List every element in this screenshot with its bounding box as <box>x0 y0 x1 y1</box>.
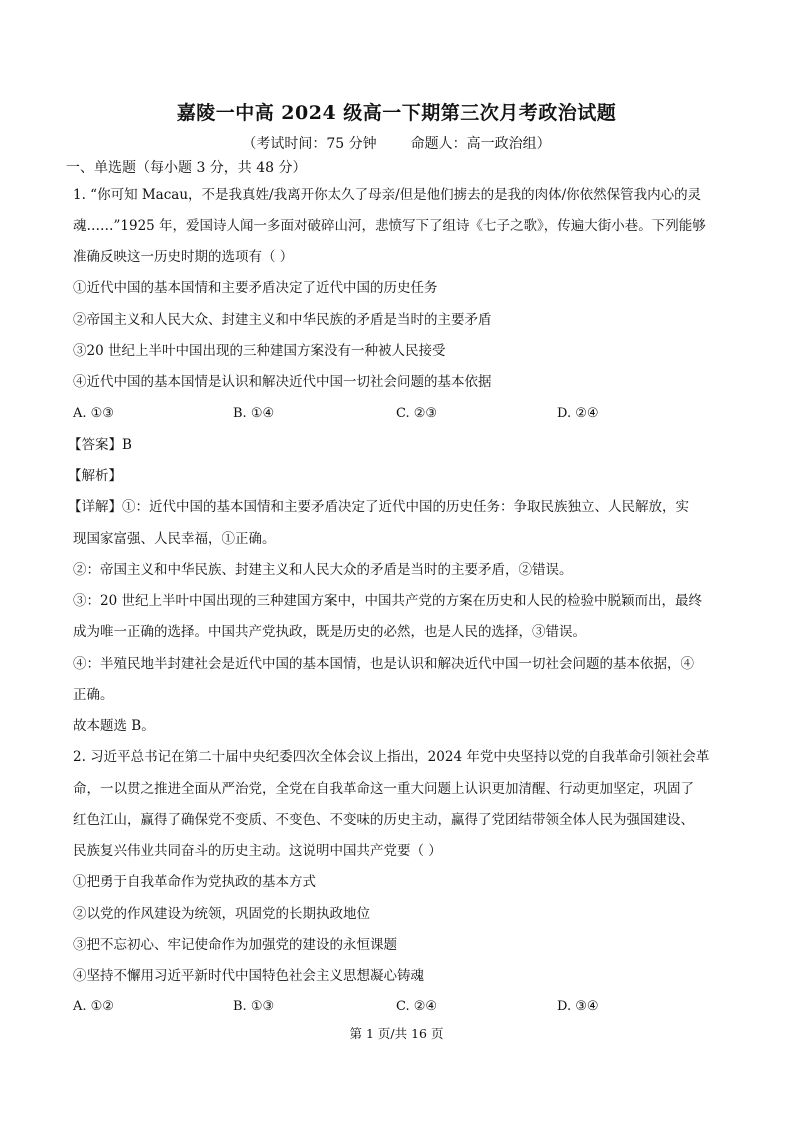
q1-answer: 【答案】B <box>68 437 132 453</box>
q1-analysis-line: ④：半殖民地半封建社会是近代中国的基本国情，也是认识和解决近代中国一切社会问题的基本依据，④ <box>73 656 694 672</box>
q2-option-b: B. ①③ <box>233 999 275 1014</box>
q2-statement: ①把勇于自我革命作为党执政的基本方式 <box>73 874 316 890</box>
q1-analysis-line: ②：帝国主义和中华民族、封建主义和人民大众的矛盾是当时的主要矛盾，②错误。 <box>73 562 573 578</box>
q2-statement: ④坚持不懈用习近平新时代中国特色社会主义思想凝心铸魂 <box>73 968 424 984</box>
exam-title: 嘉陵一中高 2024 级高一下期第三次月考政治试题 <box>176 102 617 124</box>
q1-analysis-line: 现国家富强、人民幸福，①正确。 <box>73 531 276 547</box>
q1-analysis-line: 正确。 <box>73 687 114 703</box>
q2-statement: ②以党的作风建设为统领，巩固党的长期执政地位 <box>73 906 370 922</box>
q1-statement: ②帝国主义和人民大众、封建主义和中华民族的矛盾是当时的主要矛盾 <box>73 312 492 328</box>
q2-option-c: C. ②④ <box>396 999 438 1014</box>
q1-statement: ③20 世纪上半叶中国出现的三种建国方案没有一种被人民接受 <box>73 343 446 359</box>
q1-option-a: A. ①③ <box>73 406 114 421</box>
q1-stem-line: 准确反映这一历史时期的选项有（ ） <box>73 249 294 265</box>
q1-stem-line: 1. “你可知 Macau，不是我真姓/我离开你太久了母亲/但是他们掳去的是我的肉体/你依然保管我内心的灵 <box>73 187 702 203</box>
q2-stem-line: 民族复兴伟业共同奋斗的历史主动。这说明中国共产党要（ ） <box>73 843 442 859</box>
q2-option-a: A. ①② <box>73 999 114 1014</box>
q1-statement: ①近代中国的基本国情和主要矛盾决定了近代中国的历史任务 <box>73 280 438 296</box>
q1-statement: ④近代中国的基本国情是认识和解决近代中国一切社会问题的基本依据 <box>73 374 492 390</box>
section-heading: 一、单选题（每小题 3 分，共 48 分） <box>66 160 307 176</box>
q2-option-d: D. ③④ <box>557 999 599 1014</box>
q1-analysis-line: 【详解】①：近代中国的基本国情和主要矛盾决定了近代中国的历史任务：争取民族独立、人民解放，实 <box>68 499 689 515</box>
exam-author: 命题人：高一政治组） <box>410 136 551 152</box>
q1-stem-line: 魂……”1925 年，爱国诗人闻一多面对破碎山河，悲愤写下了组诗《七子之歌》，传遍大街小巷。下列能够 <box>73 218 706 234</box>
q2-stem-line: 红色江山，赢得了确保党不变质、不变色、不变味的历史主动，赢得了党团结带领全体人民为强国建设、 <box>73 812 694 828</box>
q2-stem-line: 命，一以贯之推进全面从严治党，全党在自我革命这一重大问题上认识更加清醒、行动更加坚定，巩固了 <box>73 781 694 797</box>
q1-option-b: B. ①④ <box>233 406 275 421</box>
exam-subtitle <box>0 133 793 153</box>
page-footer: 第 1 页/共 16 页 <box>349 1026 444 1041</box>
q1-analysis-line: 故本题选 B。 <box>73 718 155 734</box>
q2-statement: ③把不忘初心、牢记使命作为加强党的建设的永恒课题 <box>73 937 397 953</box>
q2-stem-line: 2. 习近平总书记在第二十届中央纪委四次全体会议上指出，2024 年党中央坚持以党的自我革命引领社会革 <box>73 749 710 765</box>
q1-analysis-label: 【解析】 <box>68 468 122 484</box>
q1-option-d: D. ②④ <box>557 406 599 421</box>
q1-analysis-line: ③：20 世纪上半叶中国出现的三种建国方案中，中国共产党的方案在历史和人民的检验中脱颖而出，最终 <box>73 593 702 609</box>
q1-analysis-line: 成为唯一正确的选择。中国共产党执政，既是历史的必然，也是人民的选择，③错误。 <box>73 624 586 640</box>
q1-option-c: C. ②③ <box>396 406 438 421</box>
exam-time: （考试时间：75 分钟 <box>242 136 377 152</box>
